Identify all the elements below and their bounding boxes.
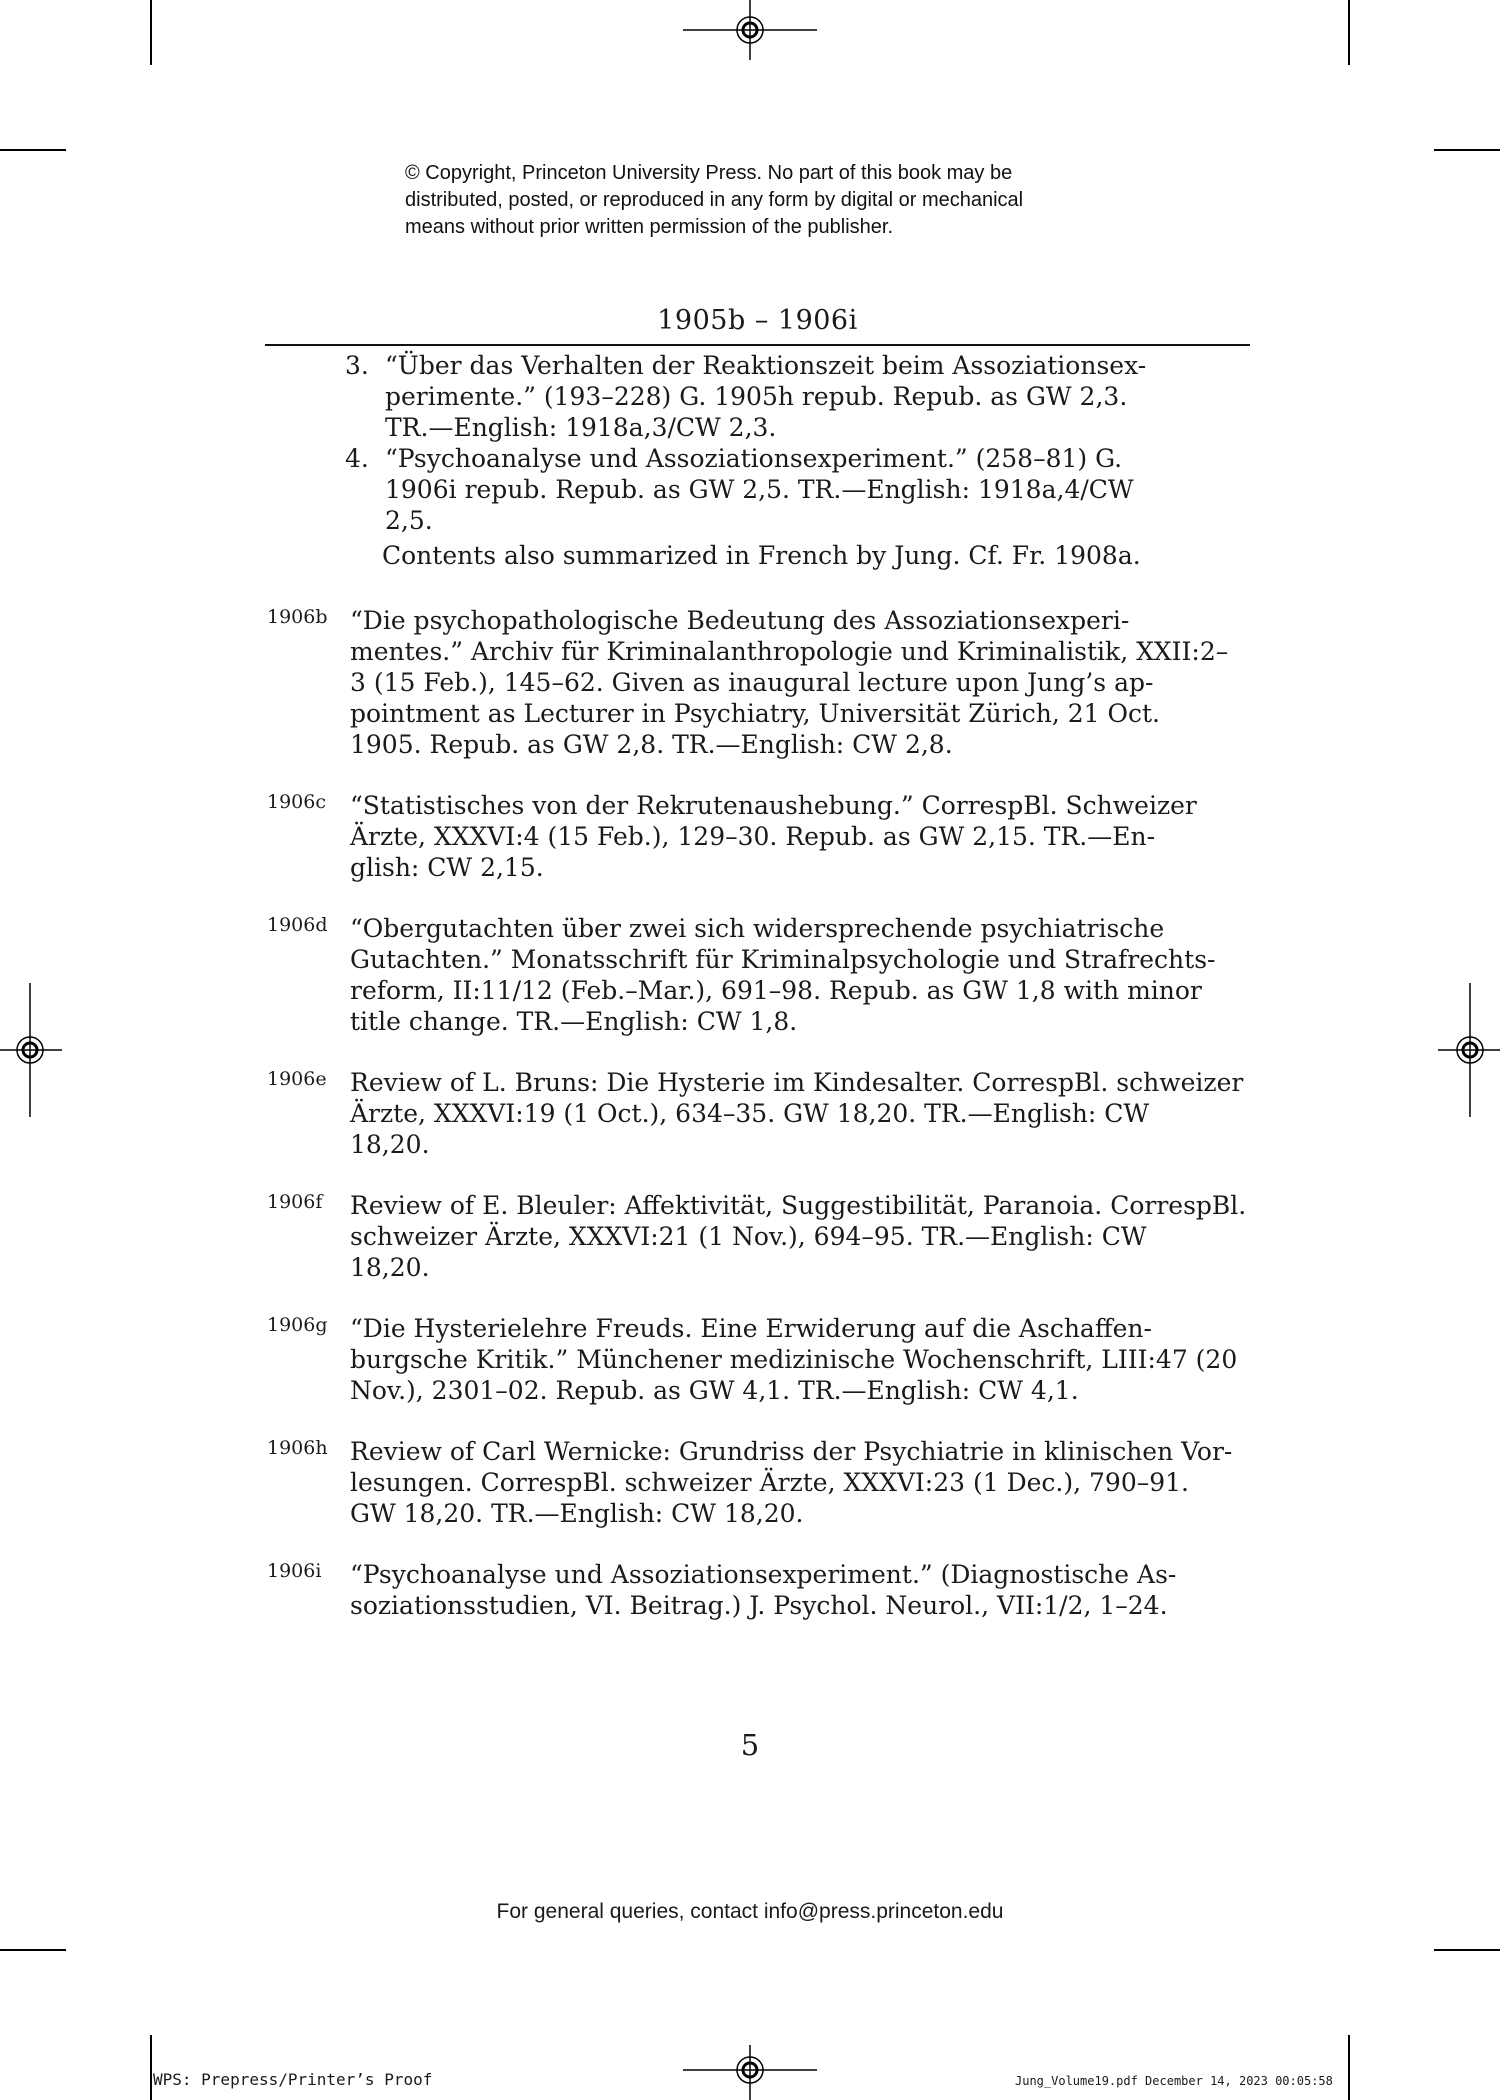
bibliography-entry — [267, 1313, 1250, 1406]
subitem-number: 3. — [345, 351, 369, 380]
running-head: 1905b – 1906i — [657, 305, 858, 336]
crop-mark — [150, 2035, 152, 2100]
bibliography-entry — [267, 605, 1250, 760]
header-rule — [265, 344, 1250, 346]
entry-key: 1906h — [267, 1437, 328, 1459]
entry-key: 1906i — [267, 1560, 322, 1582]
entry-line: 18,20. — [350, 1130, 430, 1159]
entry-line: Nov.), 2301–02. Repub. as GW 4,1. TR.—English: CW 4,1. — [350, 1376, 1079, 1405]
entry-key: 1906b — [267, 606, 328, 628]
crop-mark — [1434, 149, 1500, 151]
printer-slug: WPS: Prepress/Printer’s Proof — [153, 2070, 433, 2089]
bibliography-entry — [267, 1067, 1250, 1160]
entry-line: 18,20. — [350, 1253, 430, 1282]
registration-mark-bottom-icon — [683, 2045, 817, 2100]
contents-note: Contents also summarized in French by Jung. Cf. Fr. 1908a. — [382, 541, 1141, 570]
entry-line: burgsche Kritik.” Münchener medizinische Wochenschrift, LIII:47 (20 — [350, 1345, 1238, 1374]
crop-mark — [0, 1949, 66, 1951]
entry-line: Gutachten.” Monatsschrift für Kriminalpsychologie und Strafrechts- — [350, 945, 1216, 974]
copyright-line: means without prior written permission of the publisher. — [405, 216, 894, 238]
entry-line: Review of Carl Wernicke: Grundriss der Psychiatrie in klinischen Vor- — [350, 1437, 1233, 1466]
entry-key: 1906g — [267, 1314, 328, 1336]
entry-line: “Die psychopathologische Bedeutung des Assoziationsexperi- — [350, 606, 1130, 635]
entry-line: glish: CW 2,15. — [350, 853, 544, 882]
entry-line: “Statistisches von der Rekrutenaushebung.” CorrespBl. Schweizer — [350, 791, 1197, 820]
registration-mark-top-icon — [683, 0, 817, 60]
entry-line: “Psychoanalyse und Assoziationsexperiment.” (Diagnostische As- — [350, 1560, 1177, 1589]
entry-line: Review of E. Bleuler: Affektivität, Suggestibilität, Paranoia. CorrespBl. — [350, 1191, 1247, 1220]
subitem-line: TR.—English: 1918a,3/CW 2,3. — [385, 413, 777, 442]
footer-contact: For general queries, contact info@press.princeton.edu — [496, 1900, 1004, 1923]
crop-mark — [1348, 2035, 1350, 2100]
entry-line: 1905. Repub. as GW 2,8. TR.—English: CW 2,8. — [350, 730, 953, 759]
entry-line: pointment as Lecturer in Psychiatry, Universität Zürich, 21 Oct. — [350, 699, 1160, 728]
file-slug: Jung_Volume19.pdf December 14, 2023 00:05:58 — [1015, 2074, 1333, 2088]
registration-mark-left-icon — [0, 983, 62, 1117]
entry-line: Ärzte, XXXVI:4 (15 Feb.), 129–30. Repub. as GW 2,15. TR.—En- — [350, 822, 1156, 851]
entry-line: schweizer Ärzte, XXXVI:21 (1 Nov.), 694–95. TR.—English: CW — [350, 1222, 1147, 1251]
entry-line: Ärzte, XXXVI:19 (1 Oct.), 634–35. GW 18,20. TR.—English: CW — [350, 1099, 1150, 1128]
bibliography-entry — [267, 1559, 1250, 1621]
entry-line: reform, II:11/12 (Feb.–Mar.), 691–98. Repub. as GW 1,8 with minor — [350, 976, 1202, 1005]
entry-line: 3 (15 Feb.), 145–62. Given as inaugural lecture upon Jung’s ap- — [350, 668, 1154, 697]
bibliography-entry — [267, 790, 1250, 883]
entry-line: Review of L. Bruns: Die Hysterie im Kindesalter. CorrespBl. schweizer — [350, 1068, 1244, 1097]
subitem-line: 1906i repub. Repub. as GW 2,5. TR.—English: 1918a,4/CW — [385, 475, 1134, 504]
subitem-line: “Psychoanalyse und Assoziationsexperiment.” (258–81) G. — [385, 444, 1123, 473]
bibliography-entry — [267, 1190, 1250, 1283]
copyright-line: distributed, posted, or reproduced in any form by digital or mechanical — [405, 189, 1024, 211]
subitem-line: 2,5. — [385, 506, 433, 535]
entry-line: “Die Hysterielehre Freuds. Eine Erwiderung auf die Aschaffen- — [350, 1314, 1152, 1343]
entry-key: 1906d — [267, 914, 328, 936]
entry-line: “Obergutachten über zwei sich widersprechende psychiatrische — [350, 914, 1165, 943]
entry-key: 1906e — [267, 1068, 327, 1090]
registration-mark-right-icon — [1438, 983, 1500, 1117]
entry-line: soziationsstudien, VI. Beitrag.) J. Psychol. Neurol., VII:1/2, 1–24. — [350, 1591, 1168, 1620]
crop-mark — [0, 149, 66, 151]
bibliography-entry — [267, 913, 1250, 1037]
subitem-number: 4. — [345, 444, 369, 473]
crop-mark — [1434, 1949, 1500, 1951]
bibliography-content — [265, 350, 1250, 1621]
subitem-line: perimente.” (193–228) G. 1905h repub. Repub. as GW 2,3. — [385, 382, 1128, 411]
entry-line: lesungen. CorrespBl. schweizer Ärzte, XXXVI:23 (1 Dec.), 790–91. — [350, 1468, 1190, 1497]
crop-mark — [1348, 0, 1350, 65]
subitem — [345, 350, 1250, 443]
crop-mark — [150, 0, 152, 65]
entry-line: GW 18,20. TR.—English: CW 18,20. — [350, 1499, 804, 1528]
entry-key: 1906c — [267, 791, 326, 813]
page-number: 5 — [740, 1728, 760, 1762]
bibliography-entry — [267, 1436, 1250, 1529]
subitem-line: “Über das Verhalten der Reaktionszeit beim Assoziationsex- — [385, 351, 1147, 380]
copyright-notice — [405, 160, 1165, 241]
copyright-line: © Copyright, Princeton University Press. No part of this book may be — [405, 162, 1013, 184]
entry-line: mentes.” Archiv für Kriminalanthropologie und Kriminalistik, XXII:2– — [350, 637, 1229, 666]
entry-line: title change. TR.—English: CW 1,8. — [350, 1007, 798, 1036]
entry-key: 1906f — [267, 1191, 323, 1213]
subitem — [345, 443, 1250, 536]
